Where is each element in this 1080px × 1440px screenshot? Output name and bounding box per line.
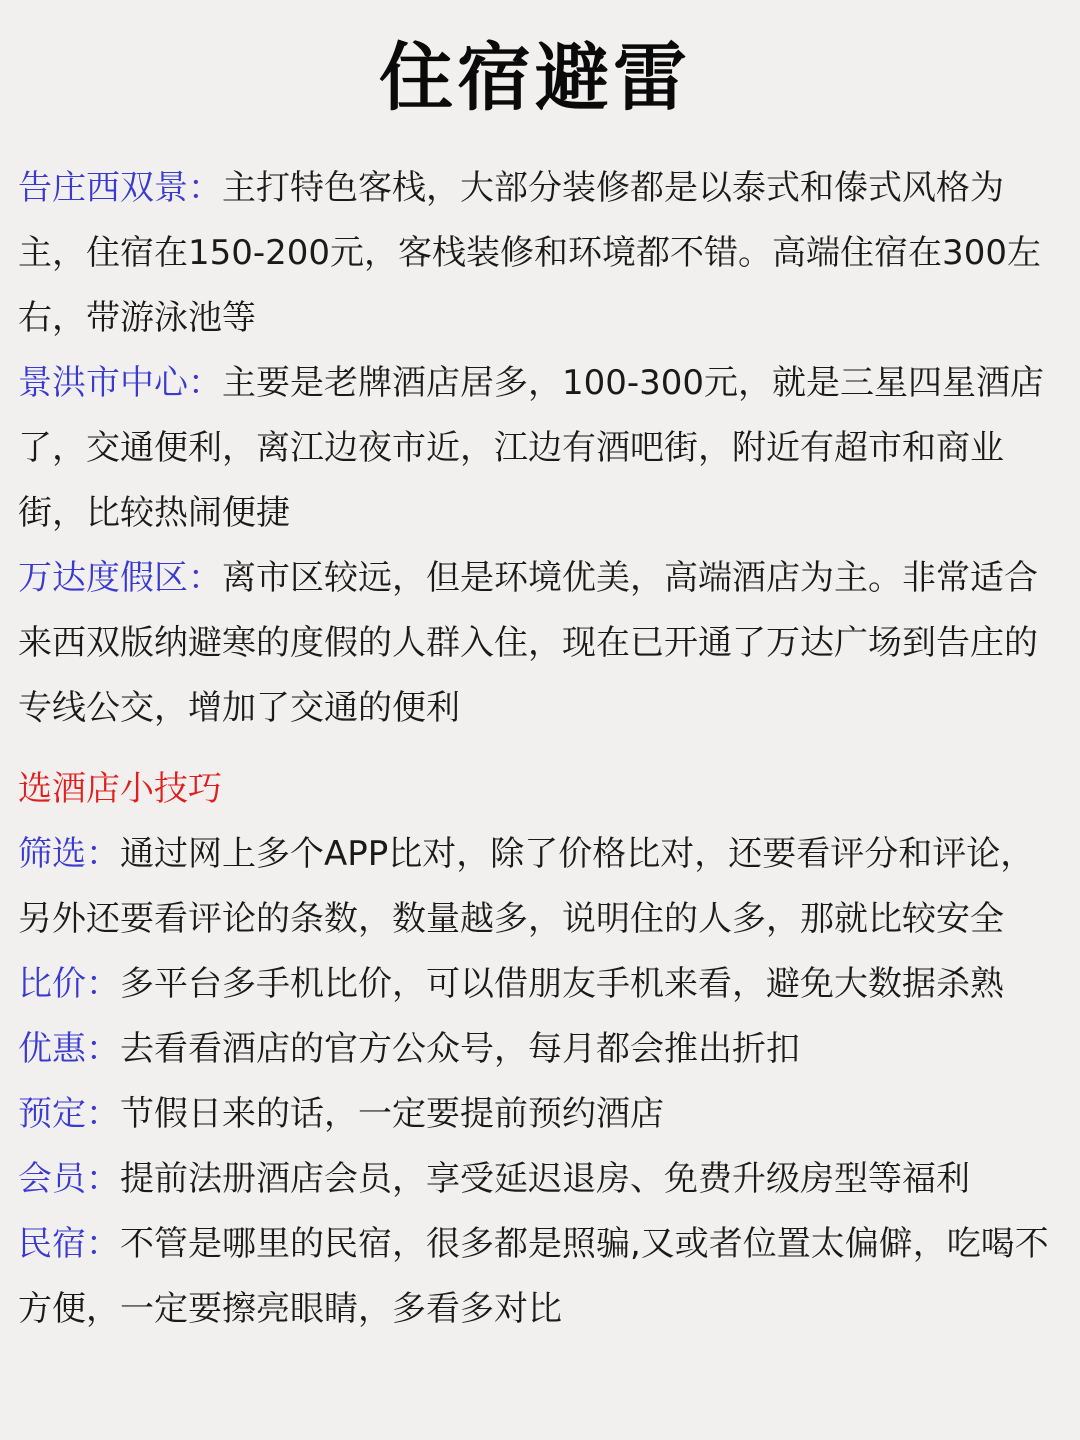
area-text: 主要是老牌酒店居多，100-300元，就是三星四星酒店了，交通便利，离江边夜市近，江边有酒吧街，附近有超市和商业街，比较热闹便捷	[18, 363, 1045, 533]
tip-text: 节假日来的话，一定要提前预约酒店	[120, 1094, 664, 1134]
tips-section-title: 选酒店小技巧	[18, 769, 222, 809]
tip-paragraph-discount	[18, 1017, 1052, 1082]
area-paragraph-gaozhuang	[18, 156, 1052, 351]
area-paragraph-jinghong	[18, 351, 1052, 546]
tip-text: 提前法册酒店会员，享受延迟退房、免费升级房型等福利	[120, 1159, 970, 1199]
tip-label: 比价：	[18, 964, 120, 1004]
area-label: 万达度假区：	[18, 558, 222, 598]
area-paragraph-wanda	[18, 546, 1052, 741]
tip-paragraph-filter	[18, 822, 1052, 952]
tip-text: 不管是哪里的民宿，很多都是照骗,又或者位置太偏僻，吃喝不方便，一定要擦亮眼睛，多看多对比	[18, 1224, 1049, 1329]
tip-text: 通过网上多个APP比对，除了价格比对，还要看评分和评论，另外还要看评论的条数，数量越多，说明住的人多，那就比较安全	[18, 834, 1035, 939]
tip-paragraph-booking	[18, 1082, 1052, 1147]
tip-text: 去看看酒店的官方公众号，每月都会推出折扣	[120, 1029, 800, 1069]
tip-label: 筛选：	[18, 834, 120, 874]
tip-paragraph-compare	[18, 952, 1052, 1017]
page-title: 住宿避雷	[379, 35, 691, 121]
area-text: 主打特色客栈，大部分装修都是以泰式和傣式风格为主，住宿在150-200元，客栈装修和环境都不错。高端住宿在300左右，带游泳池等	[18, 168, 1041, 338]
tip-paragraph-membership	[18, 1147, 1052, 1212]
tip-label: 民宿：	[18, 1224, 120, 1264]
area-text: 离市区较远，但是环境优美，高端酒店为主。非常适合来西双版纳避寒的度假的人群入住，现在已开通了万达广场到告庄的专线公交，增加了交通的便利	[18, 558, 1038, 728]
tip-label: 优惠：	[18, 1029, 120, 1069]
area-label: 告庄西双景：	[18, 168, 222, 208]
tip-text: 多平台多手机比价，可以借朋友手机来看，避免大数据杀熟	[120, 964, 1004, 1004]
area-label: 景洪市中心：	[18, 363, 222, 403]
tip-label: 会员：	[18, 1159, 120, 1199]
tip-paragraph-homestay	[18, 1212, 1052, 1342]
tip-label: 预定：	[18, 1094, 120, 1134]
